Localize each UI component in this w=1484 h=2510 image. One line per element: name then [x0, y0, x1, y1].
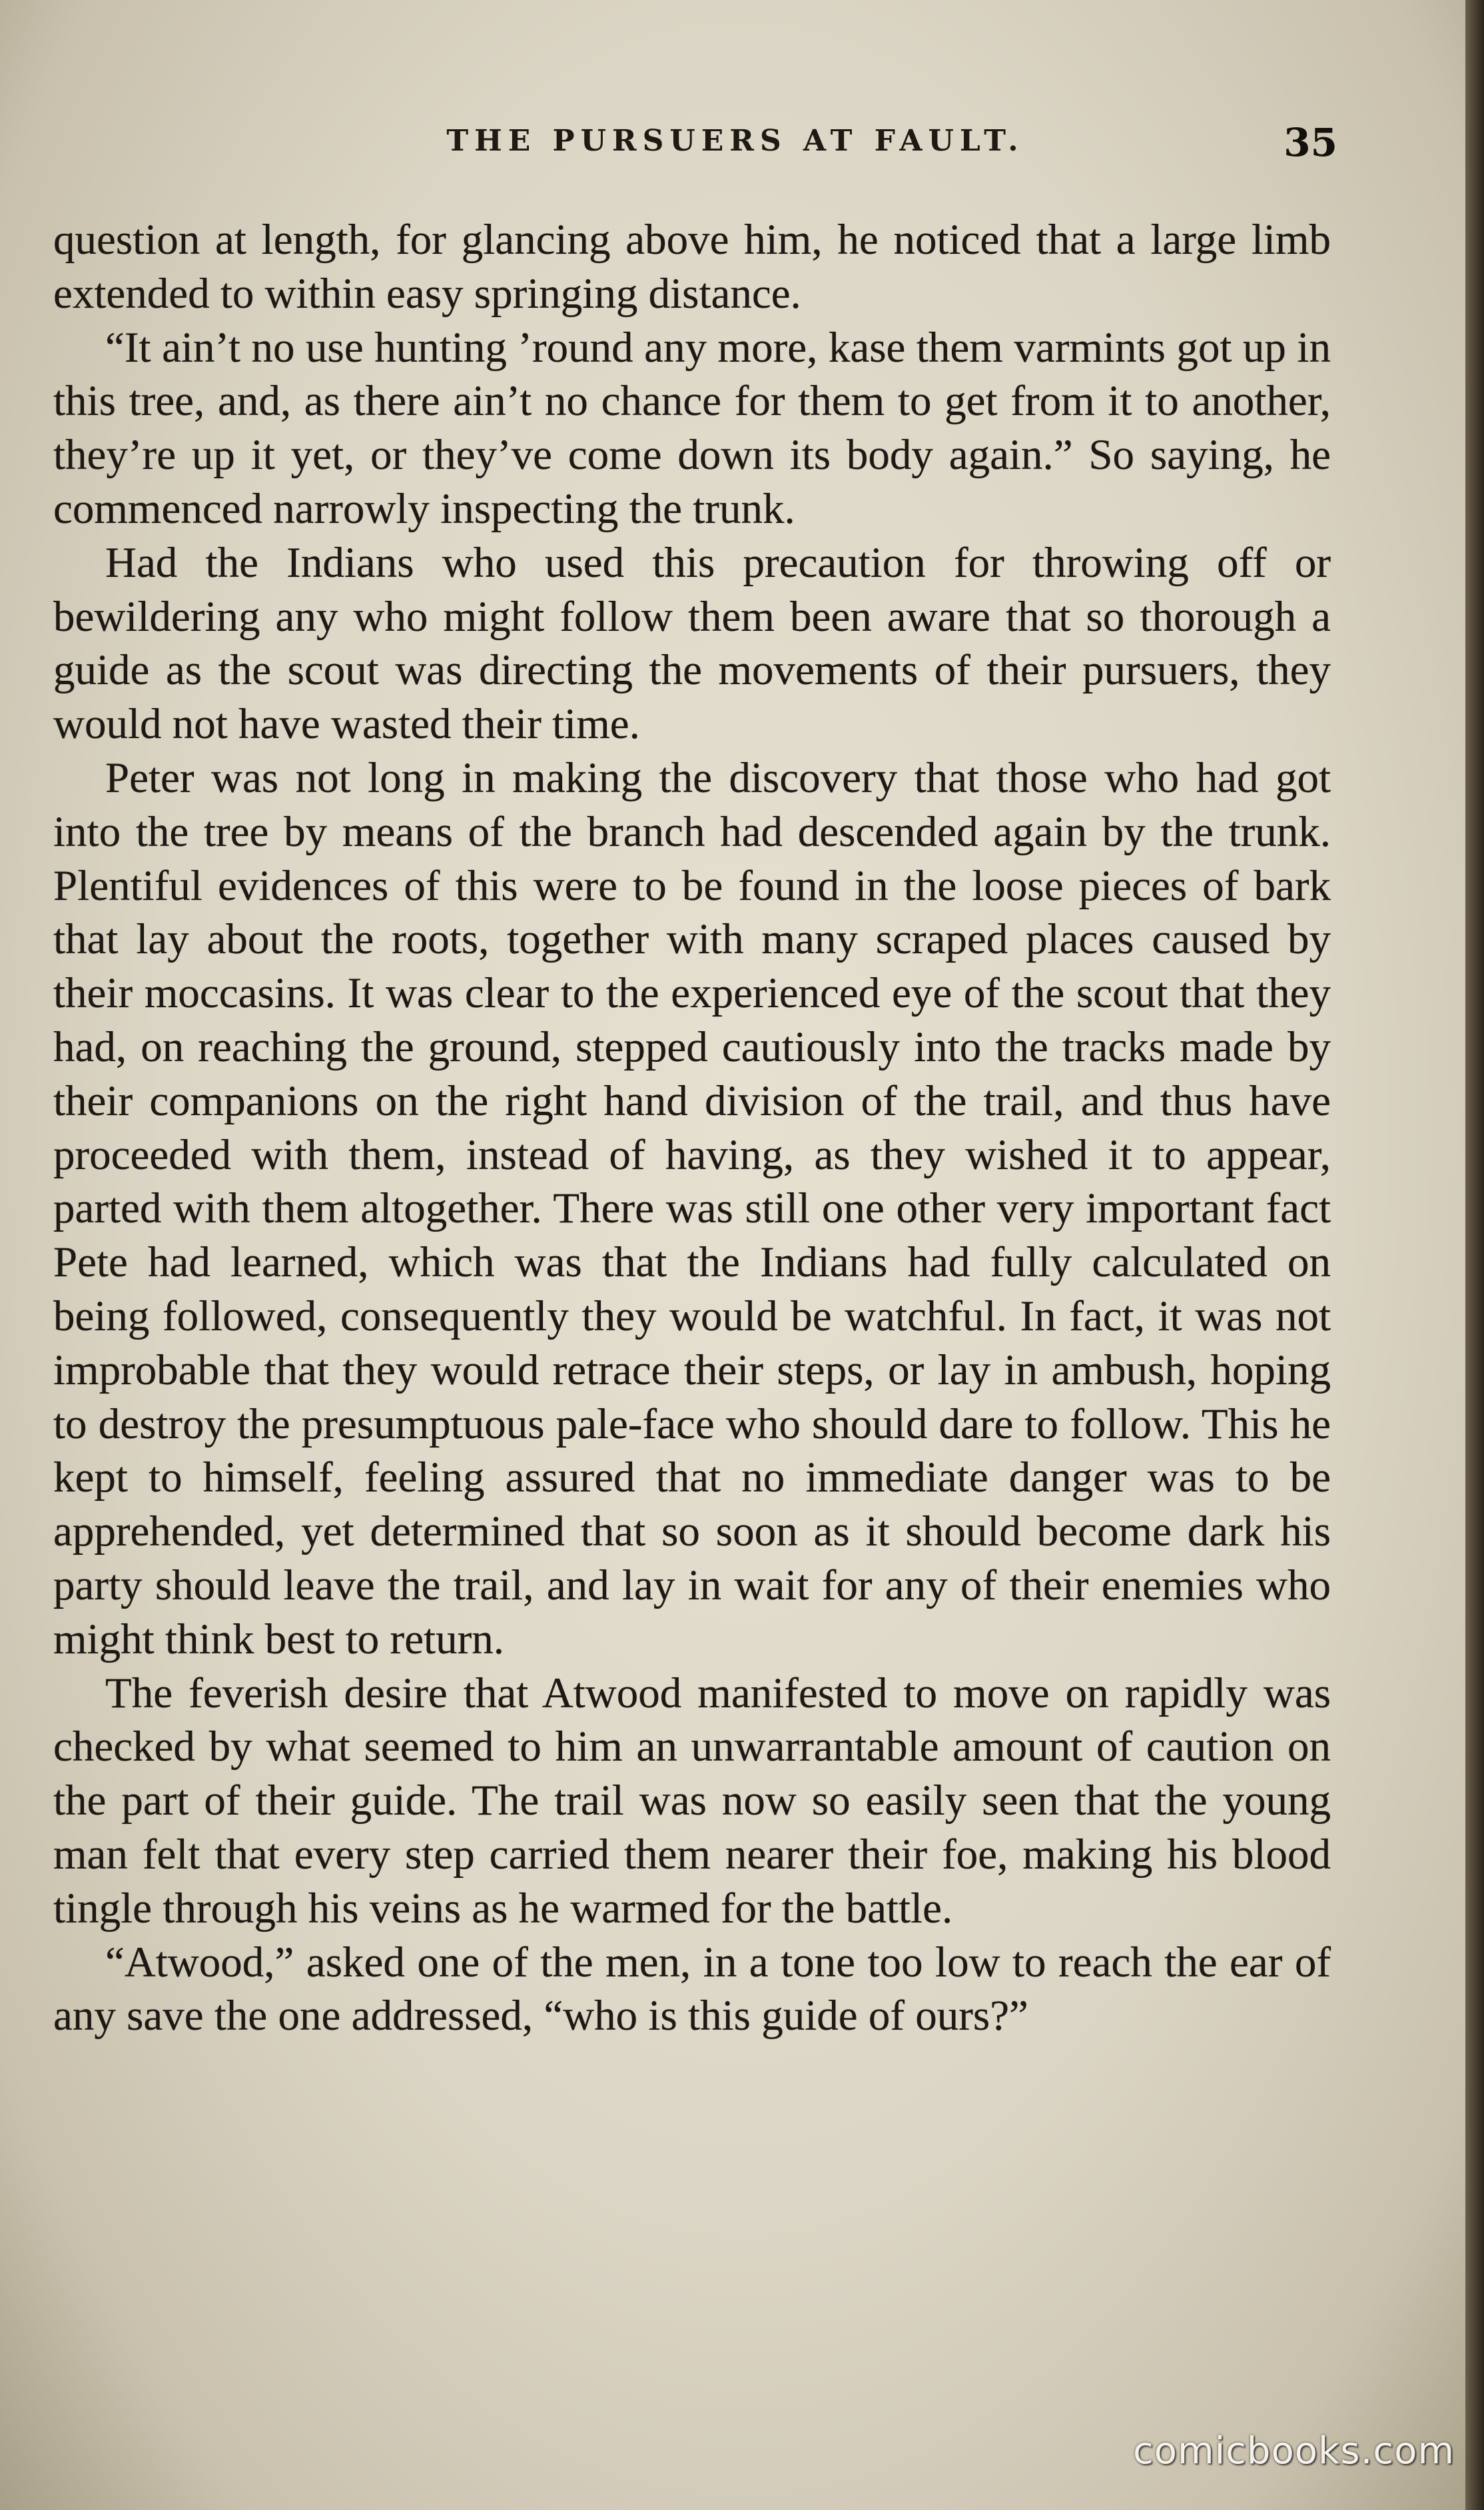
- paragraph: Peter was not long in making the discovery that those who had got into the tree by means of the branch had descended again by the trunk. Plentiful evidences of this were to be found in the loose pieces of bark that lay about the roots, together with many scraped places caused by their moccasins. It was clear to the experienced eye of the scout that they had, on reaching the ground, stepped cautiously into the tracks made by their companions on the right hand division of the trail, and thus have proceeded with them, instead of having, as they wished it to appear, parted with them altogether. There was still one other very important fact Pete had learned, which was that the Indians had fully calculated on being followed, consequently they would be watchful. In fact, it was not improbable that they would retrace their steps, or lay in ambush, hoping to destroy the presumptuous pale-face who should dare to follow. This he kept to himself, feeling assured that no immediate danger was to be apprehended, yet determined that so soon as it should become dark his party should leave the trail, and lay in wait for any of their enemies who might think best to return.: [53, 753, 1331, 1663]
- running-head: THE PURSUERS AT FAULT.: [446, 124, 1024, 158]
- watermark: comicbooks.com: [1132, 2429, 1455, 2473]
- page-header: [53, 120, 1337, 177]
- page-number: 35: [1284, 120, 1337, 165]
- body-text: [53, 213, 1331, 2043]
- paragraph: “Atwood,” asked one of the men, in a tone too low to reach the ear of any save the one addressed, “who is this guide of ours?”: [53, 1938, 1331, 2040]
- paragraph: Had the Indians who used this precaution for throwing off or bewildering any who might follow them been aware that so thorough a guide as the scout was directing the movements of their pursuers, they would not have wasted their time.: [53, 538, 1331, 749]
- paragraph-continued: question at length, for glancing above him, he noticed that a large limb extended to within easy springing distance.: [53, 216, 1331, 318]
- paragraph: The feverish desire that Atwood manifested to move on rapidly was checked by what seemed to him an unwarrantable amount of caution on the part of their guide. The trail was now so easily seen that the young man felt that every step carried them nearer their foe, making his blood tingle through his veins as he warmed for the battle.: [53, 1669, 1331, 1932]
- page-edge: [1465, 0, 1484, 2510]
- paragraph: “It ain’t no use hunting ’round any more, kase them varmints got up in this tree, and, as there ain’t no chance for them to get from it to another, they’re up it yet, or they’ve come down its body again.” So saying, he commenced narrowly inspecting the trunk.: [53, 323, 1331, 533]
